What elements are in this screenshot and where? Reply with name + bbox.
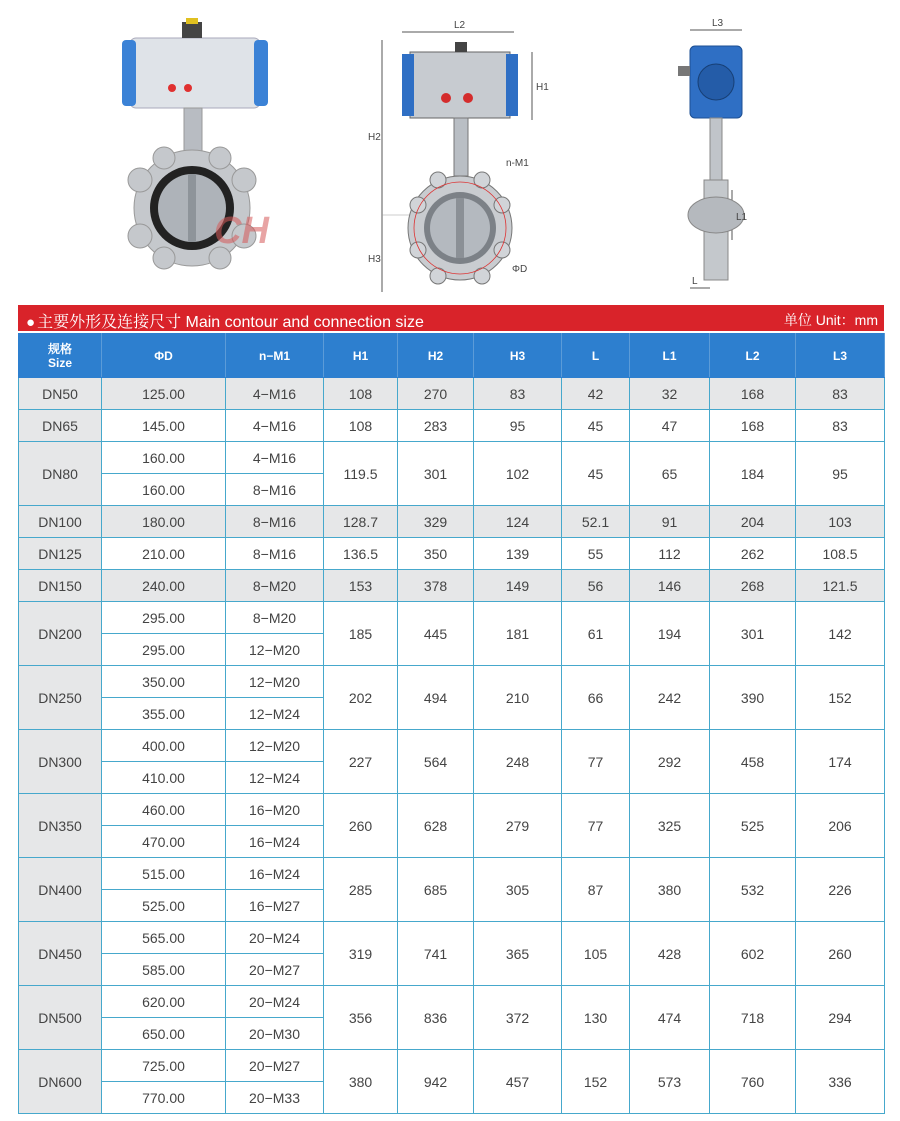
- cell-h1: 202: [324, 666, 398, 730]
- cell-h1: 128.7: [324, 506, 398, 538]
- cell-h3: 139: [474, 538, 562, 570]
- header-nm1: n−M1: [226, 334, 324, 378]
- cell-phid: 725.00: [102, 1050, 226, 1082]
- cell-l1: 292: [630, 730, 710, 794]
- cell-phid: 180.00: [102, 506, 226, 538]
- cell-h2: 283: [398, 410, 474, 442]
- dim-label-l3: L3: [712, 18, 724, 29]
- cell-l3: 226: [796, 858, 885, 922]
- cell-h2: 378: [398, 570, 474, 602]
- cell-h2: 685: [398, 858, 474, 922]
- cell-h3: 305: [474, 858, 562, 922]
- cell-h3: 181: [474, 602, 562, 666]
- header-l2: L2: [710, 334, 796, 378]
- cell-nm1: 12−M24: [226, 698, 324, 730]
- cell-l2: 168: [710, 378, 796, 410]
- cell-nm1: 8−M20: [226, 570, 324, 602]
- cell-nm1: 16−M27: [226, 890, 324, 922]
- side-view-drawing: [670, 0, 760, 300]
- cell-l: 77: [562, 730, 630, 794]
- cell-nm1: 20−M33: [226, 1082, 324, 1114]
- cell-phid: 125.00: [102, 378, 226, 410]
- cell-size: DN150: [19, 570, 102, 602]
- valve-product-photo: [110, 0, 310, 300]
- cell-nm1: 4−M16: [226, 442, 324, 474]
- cell-size: DN350: [19, 794, 102, 858]
- cell-l2: 602: [710, 922, 796, 986]
- cell-l3: 108.5: [796, 538, 885, 570]
- cell-nm1: 20−M27: [226, 1050, 324, 1082]
- section-title: [26, 309, 424, 332]
- cell-phid: 470.00: [102, 826, 226, 858]
- cell-l: 87: [562, 858, 630, 922]
- cell-l1: 32: [630, 378, 710, 410]
- cell-h1: 319: [324, 922, 398, 986]
- section-title-bar: [18, 305, 884, 331]
- header-l: L: [562, 334, 630, 378]
- cell-l3: 83: [796, 410, 885, 442]
- dim-label-phid: ΦD: [512, 264, 528, 275]
- cell-h2: 942: [398, 1050, 474, 1114]
- cell-h1: 108: [324, 378, 398, 410]
- table-header-row: [19, 334, 885, 378]
- cell-phid: 460.00: [102, 794, 226, 826]
- cell-nm1: 12−M20: [226, 730, 324, 762]
- cell-l2: 390: [710, 666, 796, 730]
- dim-label-l2: L2: [454, 20, 466, 31]
- dim-label-l1: L1: [736, 212, 748, 223]
- table-row: [19, 794, 885, 826]
- cell-l3: 142: [796, 602, 885, 666]
- cell-h2: 564: [398, 730, 474, 794]
- cell-l: 152: [562, 1050, 630, 1114]
- cell-l1: 65: [630, 442, 710, 506]
- table-row: [19, 1050, 885, 1082]
- cell-h3: 95: [474, 410, 562, 442]
- cell-h3: 210: [474, 666, 562, 730]
- cell-h1: 260: [324, 794, 398, 858]
- cell-phid: 295.00: [102, 634, 226, 666]
- cell-h2: 628: [398, 794, 474, 858]
- cell-nm1: 16−M24: [226, 858, 324, 890]
- cell-l: 52.1: [562, 506, 630, 538]
- cell-l3: 83: [796, 378, 885, 410]
- cell-l2: 184: [710, 442, 796, 506]
- cell-phid: 620.00: [102, 986, 226, 1018]
- cell-phid: 515.00: [102, 858, 226, 890]
- unit-label: 单位 Unit：mm: [783, 312, 878, 328]
- cell-nm1: 12−M20: [226, 666, 324, 698]
- cell-size: DN400: [19, 858, 102, 922]
- cell-size: DN65: [19, 410, 102, 442]
- dim-label-h3: H3: [368, 254, 381, 265]
- cell-size: DN80: [19, 442, 102, 506]
- cell-l2: 718: [710, 986, 796, 1050]
- brand-watermark: CH: [214, 210, 269, 252]
- cell-phid: 160.00: [102, 442, 226, 474]
- cell-l1: 194: [630, 602, 710, 666]
- cell-nm1: 16−M24: [226, 826, 324, 858]
- dimension-table: [18, 333, 885, 1114]
- cell-phid: 350.00: [102, 666, 226, 698]
- cell-l1: 325: [630, 794, 710, 858]
- cell-phid: 240.00: [102, 570, 226, 602]
- cell-h3: 248: [474, 730, 562, 794]
- section-title-text: 主要外形及连接尺寸 Main contour and connection size: [37, 314, 424, 331]
- cell-h3: 124: [474, 506, 562, 538]
- dim-label-l: L: [692, 276, 698, 287]
- cell-size: DN600: [19, 1050, 102, 1114]
- cell-h1: 119.5: [324, 442, 398, 506]
- cell-h3: 372: [474, 986, 562, 1050]
- cell-size: DN500: [19, 986, 102, 1050]
- cell-phid: 565.00: [102, 922, 226, 954]
- cell-size: DN125: [19, 538, 102, 570]
- cell-h1: 356: [324, 986, 398, 1050]
- cell-l1: 112: [630, 538, 710, 570]
- cell-l1: 146: [630, 570, 710, 602]
- cell-h3: 149: [474, 570, 562, 602]
- cell-l1: 428: [630, 922, 710, 986]
- cell-phid: 210.00: [102, 538, 226, 570]
- cell-phid: 400.00: [102, 730, 226, 762]
- cell-size: DN100: [19, 506, 102, 538]
- cell-h2: 836: [398, 986, 474, 1050]
- cell-h2: 270: [398, 378, 474, 410]
- cell-l3: 336: [796, 1050, 885, 1114]
- cell-l3: 174: [796, 730, 885, 794]
- table-row: [19, 858, 885, 890]
- cell-nm1: 4−M16: [226, 378, 324, 410]
- header-h3: H3: [474, 334, 562, 378]
- cell-phid: 145.00: [102, 410, 226, 442]
- cell-phid: 295.00: [102, 602, 226, 634]
- header-l3: L3: [796, 334, 885, 378]
- cell-l3: 121.5: [796, 570, 885, 602]
- table-row: [19, 442, 885, 474]
- header-size: 规格 Size: [19, 334, 102, 378]
- cell-h3: 102: [474, 442, 562, 506]
- cell-size: DN200: [19, 602, 102, 666]
- cell-l: 45: [562, 442, 630, 506]
- cell-l2: 458: [710, 730, 796, 794]
- cell-nm1: 8−M20: [226, 602, 324, 634]
- cell-h2: 494: [398, 666, 474, 730]
- table-body: [19, 378, 885, 1114]
- cell-nm1: 20−M24: [226, 922, 324, 954]
- cell-l: 45: [562, 410, 630, 442]
- cell-l3: 206: [796, 794, 885, 858]
- cell-l: 42: [562, 378, 630, 410]
- cell-h2: 301: [398, 442, 474, 506]
- header-l1: L1: [630, 334, 710, 378]
- cell-nm1: 20−M30: [226, 1018, 324, 1050]
- cell-phid: 160.00: [102, 474, 226, 506]
- dim-label-h2: H2: [368, 132, 381, 143]
- cell-nm1: 16−M20: [226, 794, 324, 826]
- cell-phid: 770.00: [102, 1082, 226, 1114]
- cell-h2: 445: [398, 602, 474, 666]
- cell-h1: 108: [324, 410, 398, 442]
- cell-l1: 474: [630, 986, 710, 1050]
- cell-l: 105: [562, 922, 630, 986]
- cell-l: 66: [562, 666, 630, 730]
- cell-phid: 525.00: [102, 890, 226, 922]
- cell-l: 55: [562, 538, 630, 570]
- cell-l2: 268: [710, 570, 796, 602]
- cell-h1: 380: [324, 1050, 398, 1114]
- cell-l2: 525: [710, 794, 796, 858]
- cell-h3: 83: [474, 378, 562, 410]
- cell-size: DN50: [19, 378, 102, 410]
- cell-h3: 457: [474, 1050, 562, 1114]
- table-row: [19, 922, 885, 954]
- table-row: [19, 538, 885, 570]
- cell-h2: 350: [398, 538, 474, 570]
- cell-l2: 760: [710, 1050, 796, 1114]
- table-row: [19, 570, 885, 602]
- bullet-icon: ●: [26, 314, 36, 331]
- table-row: [19, 986, 885, 1018]
- cell-h3: 365: [474, 922, 562, 986]
- header-h1: H1: [324, 334, 398, 378]
- table-row: [19, 602, 885, 634]
- cell-h2: 741: [398, 922, 474, 986]
- cell-nm1: 20−M27: [226, 954, 324, 986]
- cell-phid: 585.00: [102, 954, 226, 986]
- table-row: [19, 666, 885, 698]
- table-row: [19, 410, 885, 442]
- cell-h3: 279: [474, 794, 562, 858]
- dim-label-h1: H1: [536, 82, 549, 93]
- header-h2: H2: [398, 334, 474, 378]
- cell-l1: 91: [630, 506, 710, 538]
- cell-size: DN450: [19, 922, 102, 986]
- cell-h1: 227: [324, 730, 398, 794]
- cell-nm1: 8−M16: [226, 506, 324, 538]
- cell-h1: 285: [324, 858, 398, 922]
- cell-l3: 103: [796, 506, 885, 538]
- header-phid: ΦD: [102, 334, 226, 378]
- cell-l2: 301: [710, 602, 796, 666]
- table-row: [19, 730, 885, 762]
- cell-l: 56: [562, 570, 630, 602]
- cell-l: 77: [562, 794, 630, 858]
- cell-l2: 204: [710, 506, 796, 538]
- cell-l: 61: [562, 602, 630, 666]
- cell-l1: 242: [630, 666, 710, 730]
- cell-size: DN250: [19, 666, 102, 730]
- cell-l1: 573: [630, 1050, 710, 1114]
- cell-l2: 168: [710, 410, 796, 442]
- cell-nm1: 8−M16: [226, 538, 324, 570]
- front-view-drawing: [360, 0, 550, 300]
- cell-h2: 329: [398, 506, 474, 538]
- cell-l2: 532: [710, 858, 796, 922]
- cell-nm1: 8−M16: [226, 474, 324, 506]
- cell-phid: 410.00: [102, 762, 226, 794]
- cell-nm1: 20−M24: [226, 986, 324, 1018]
- cell-l3: 294: [796, 986, 885, 1050]
- cell-nm1: 4−M16: [226, 410, 324, 442]
- cell-l2: 262: [710, 538, 796, 570]
- cell-phid: 355.00: [102, 698, 226, 730]
- cell-nm1: 12−M20: [226, 634, 324, 666]
- cell-phid: 650.00: [102, 1018, 226, 1050]
- table-row: [19, 506, 885, 538]
- cell-l3: 260: [796, 922, 885, 986]
- cell-l3: 95: [796, 442, 885, 506]
- cell-l: 130: [562, 986, 630, 1050]
- cell-nm1: 12−M24: [226, 762, 324, 794]
- cell-h1: 185: [324, 602, 398, 666]
- table-row: [19, 378, 885, 410]
- cell-l3: 152: [796, 666, 885, 730]
- cell-h1: 153: [324, 570, 398, 602]
- cell-l1: 380: [630, 858, 710, 922]
- dim-label-nm1: n-M1: [506, 158, 529, 169]
- cell-size: DN300: [19, 730, 102, 794]
- cell-h1: 136.5: [324, 538, 398, 570]
- cell-l1: 47: [630, 410, 710, 442]
